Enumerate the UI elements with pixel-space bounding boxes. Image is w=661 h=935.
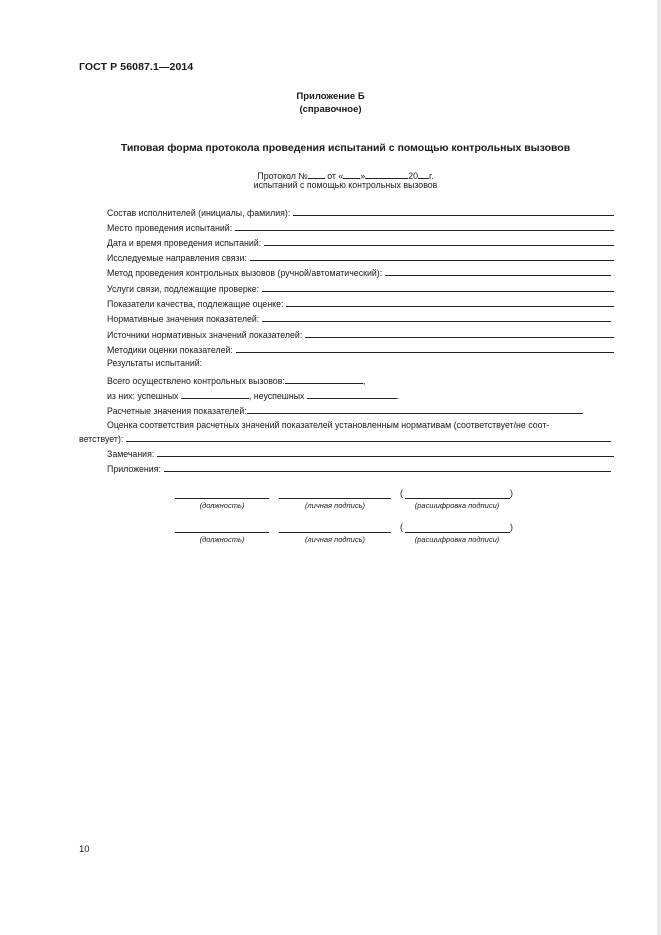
field-quality-indicators: Показатели качества, подлежащие оценке: xyxy=(107,297,614,310)
assessment-blank[interactable] xyxy=(126,432,611,442)
open-paren-2: ( xyxy=(400,522,403,532)
appendix-note: (справочное) xyxy=(299,104,362,115)
unsuccessful-calls-blank[interactable] xyxy=(307,389,397,399)
transcript-line-1[interactable] xyxy=(405,497,510,499)
field-normative-sources-blank[interactable] xyxy=(305,328,614,338)
position-line-2[interactable] xyxy=(175,531,269,533)
attachments-blank[interactable] xyxy=(164,462,611,472)
signature-line-1[interactable] xyxy=(279,497,391,499)
field-datetime: Дата и время проведения испытаний: xyxy=(107,236,614,249)
field-executors-blank[interactable] xyxy=(293,206,614,216)
results-heading: Результаты испытаний: xyxy=(107,358,203,368)
close-paren-1: ) xyxy=(510,488,513,498)
field-directions-blank[interactable] xyxy=(250,251,614,261)
assessment-line2: ветствует): xyxy=(79,432,611,445)
field-method: Метод проведения контрольных вызовов (ручной/автоматический): xyxy=(107,266,611,279)
total-calls-line: Всего осуществлено контрольных вызовов: , xyxy=(107,376,366,386)
call-breakdown-line: из них: успешных , неуспешных . xyxy=(107,391,400,401)
field-normative-values: Нормативные значения показателей: xyxy=(107,312,611,325)
protocol-year-blank[interactable] xyxy=(418,169,429,179)
attachments: Приложения: xyxy=(107,462,611,475)
protocol-month-blank[interactable] xyxy=(365,169,408,179)
standard-header: ГОСТ Р 56087.1—2014 xyxy=(79,61,194,73)
signature-line-2[interactable] xyxy=(279,531,391,533)
protocol-suffix: г. xyxy=(429,171,434,181)
field-normative-values-blank[interactable] xyxy=(262,312,611,322)
remarks: Замечания: xyxy=(107,447,614,460)
protocol-prefix: Протокол № xyxy=(257,171,308,181)
transcript-caption-2: (расшифровка подписи) xyxy=(414,535,500,544)
transcript-line-2[interactable] xyxy=(405,531,510,533)
page-edge xyxy=(657,0,661,935)
field-location-blank[interactable] xyxy=(235,221,614,231)
total-calls-blank[interactable] xyxy=(285,374,363,384)
close-paren-2: ) xyxy=(510,522,513,532)
field-datetime-blank[interactable] xyxy=(264,236,614,246)
field-services: Услуги связи, подлежащие проверке: xyxy=(107,282,614,295)
field-services-blank[interactable] xyxy=(262,282,614,292)
form-title: Типовая форма протокола проведения испытаний с помощью контрольных вызовов xyxy=(120,142,571,154)
position-caption-2: (должность) xyxy=(199,535,245,544)
remarks-blank[interactable] xyxy=(157,447,614,457)
protocol-from: от « xyxy=(327,171,344,181)
field-quality-indicators-blank[interactable] xyxy=(286,297,614,307)
protocol-number-blank[interactable] xyxy=(308,169,325,179)
protocol-subtitle: испытаний с помощью контрольных вызовов xyxy=(253,180,438,190)
page-number: 10 xyxy=(79,844,90,855)
successful-calls-blank[interactable] xyxy=(181,389,249,399)
signature-caption-2: (личная подпись) xyxy=(304,535,366,544)
appendix-title: Приложение Б xyxy=(296,91,365,102)
field-method-blank[interactable] xyxy=(385,266,611,276)
signature-caption-1: (личная подпись) xyxy=(304,501,366,510)
assessment-line1: Оценка соответствия расчетных значений показателей установленным нормативам (соответствует/не соот- xyxy=(107,420,550,430)
field-normative-sources: Источники нормативных значений показателей: xyxy=(107,328,614,341)
field-methods-blank[interactable] xyxy=(236,343,614,353)
calculated-values: Расчетные значения показателей: xyxy=(107,404,583,417)
field-methods: Методики оценки показателей: xyxy=(107,343,614,356)
protocol-quote: » xyxy=(360,171,366,181)
protocol-year: 20 xyxy=(408,171,419,181)
position-caption-1: (должность) xyxy=(199,501,245,510)
position-line-1[interactable] xyxy=(175,497,269,499)
transcript-caption-1: (расшифровка подписи) xyxy=(414,501,500,510)
field-directions: Исследуемые направления связи: xyxy=(107,251,614,264)
calculated-values-blank[interactable] xyxy=(247,404,583,414)
field-executors: Состав исполнителей (инициалы, фамилия): xyxy=(107,206,614,219)
open-paren-1: ( xyxy=(400,488,403,498)
protocol-day-blank[interactable] xyxy=(343,169,360,179)
field-location: Место проведения испытаний: xyxy=(107,221,614,234)
